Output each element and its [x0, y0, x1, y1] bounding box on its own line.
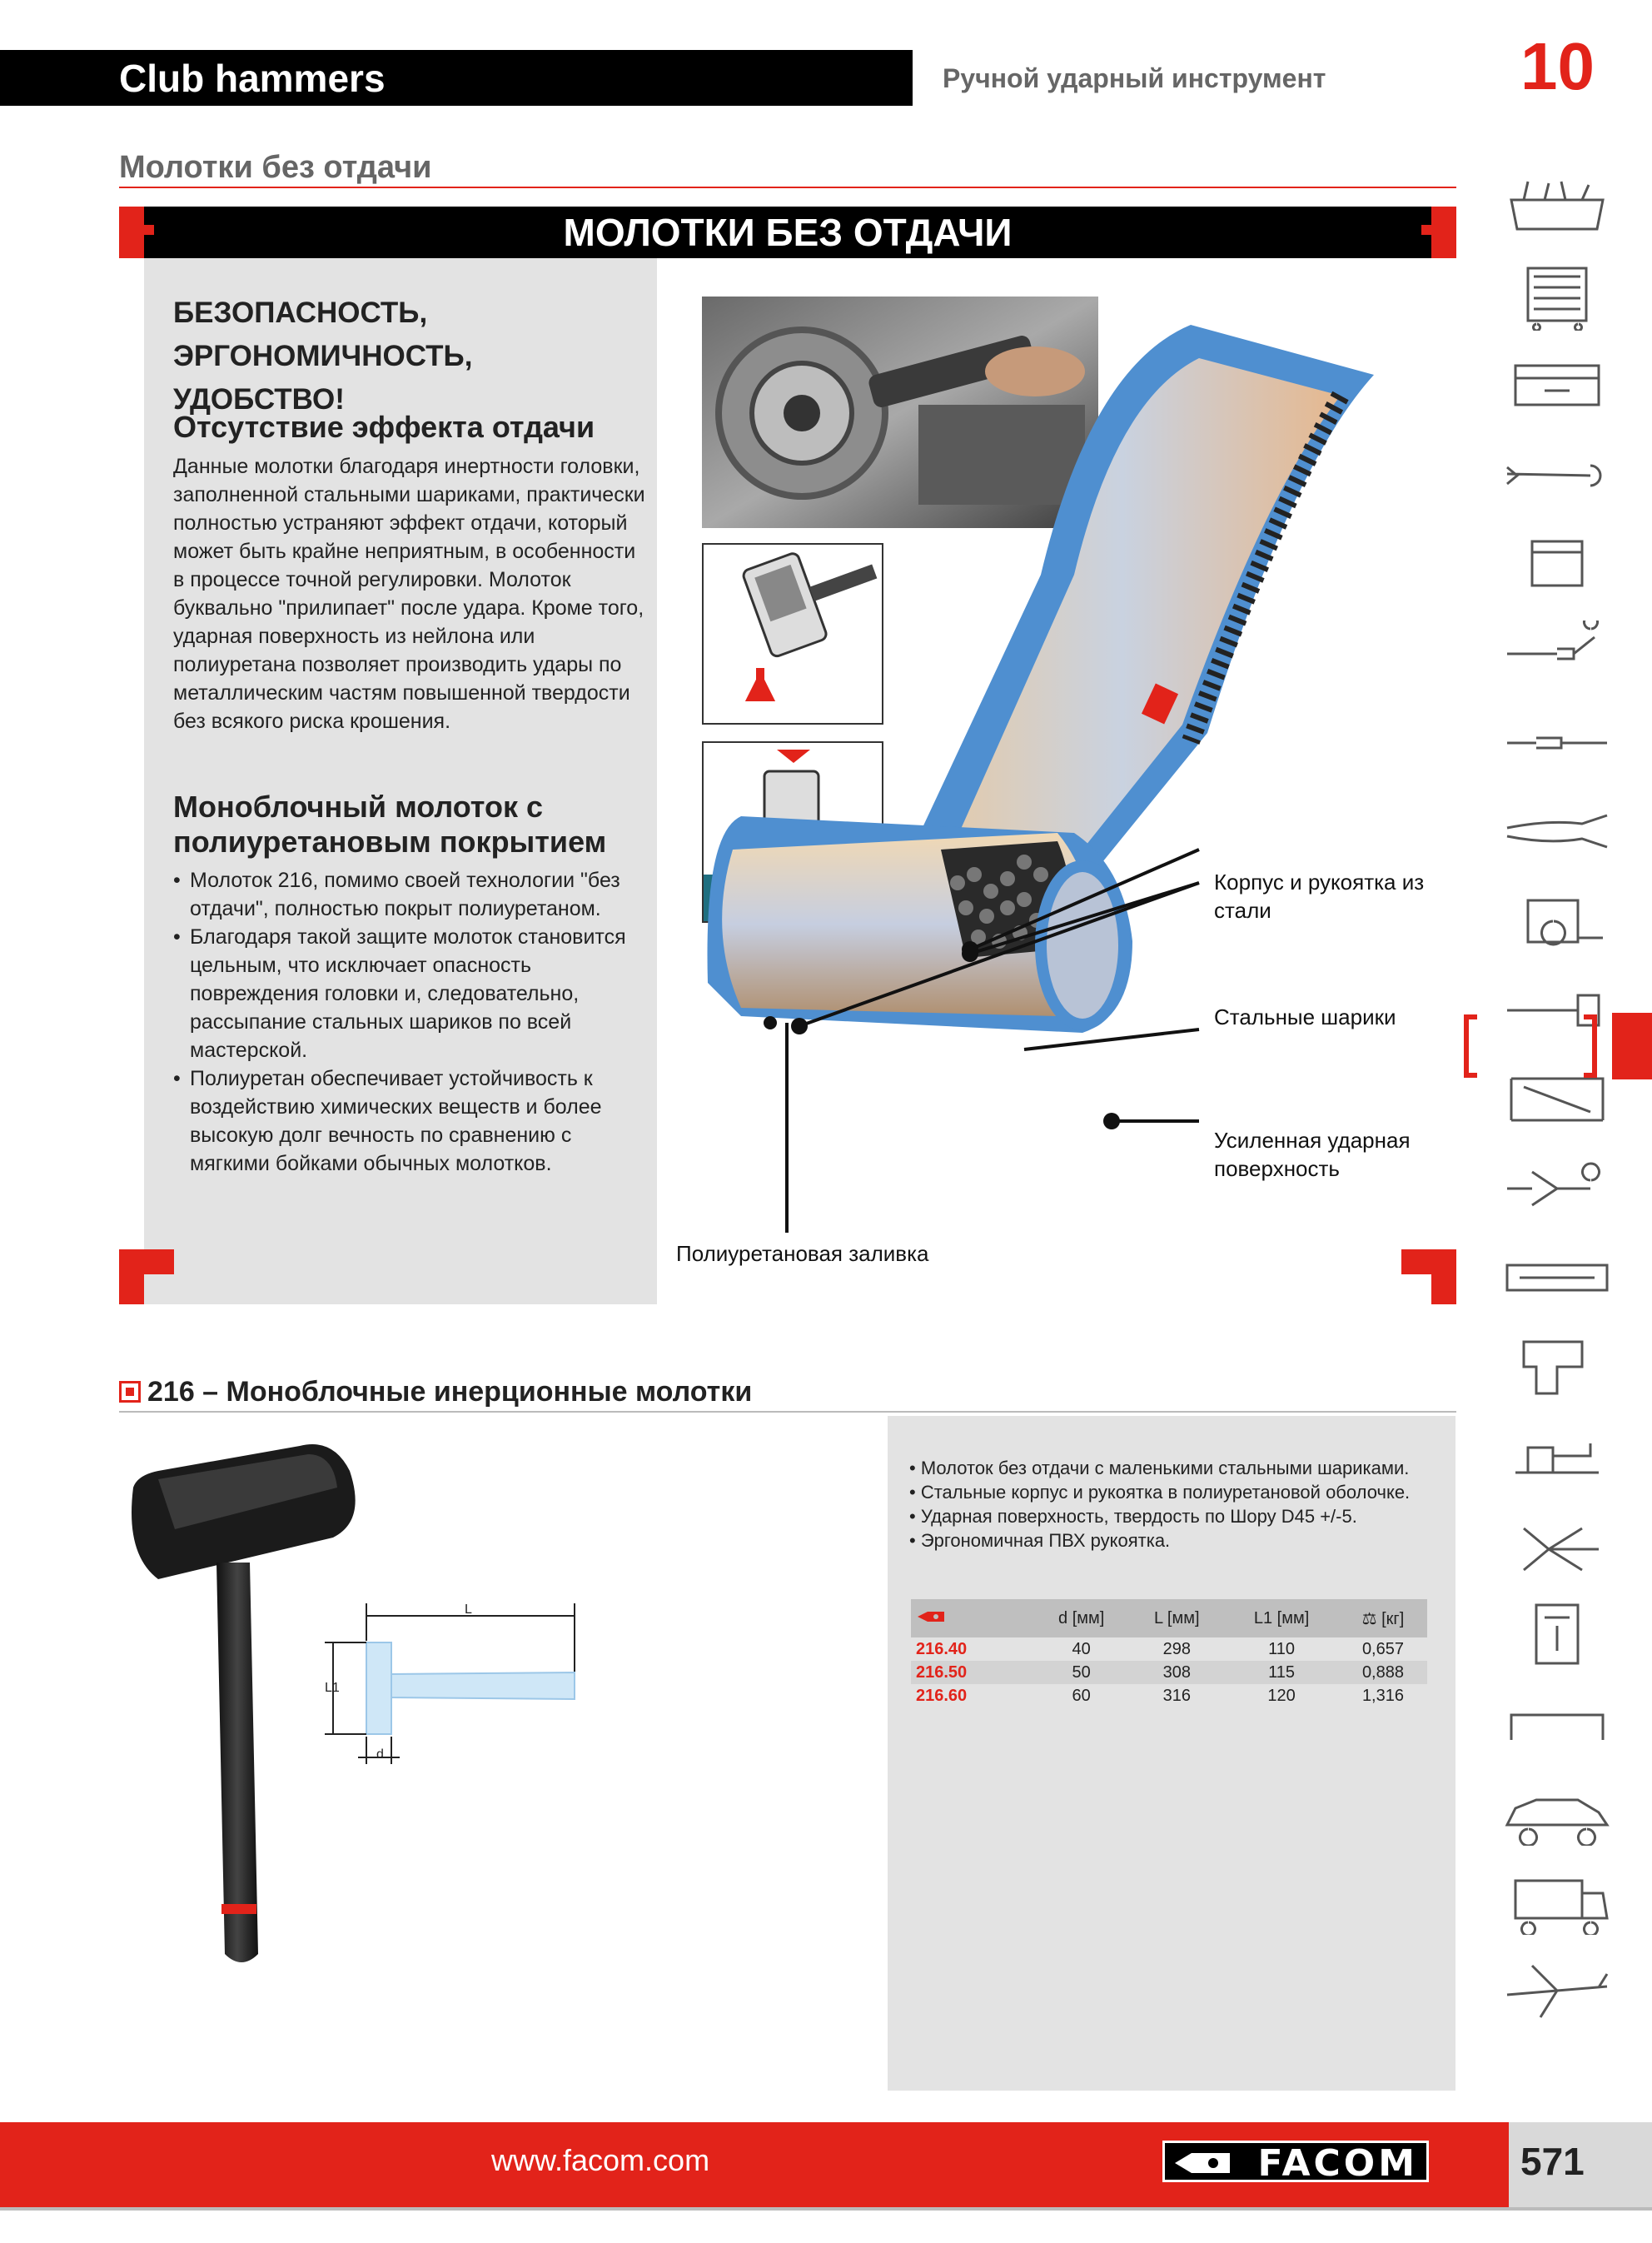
cell: 110 [1268, 1639, 1296, 1658]
tool-trolley-glyph [1528, 268, 1586, 331]
aircraft-glyph [1507, 1966, 1607, 2017]
impact-wrench-icon[interactable] [1499, 1333, 1615, 1400]
chapter-number: 10 [1520, 29, 1595, 103]
corner-dot [1411, 1259, 1421, 1269]
torque-tester-icon[interactable] [1499, 1244, 1615, 1311]
dimension-drawing [300, 1599, 583, 1766]
truck-icon[interactable] [1499, 1868, 1615, 1935]
lead-line-2: УДОБСТВО! [173, 383, 345, 416]
active-bracket-left [1464, 1014, 1477, 1078]
socket-glyph [1532, 541, 1582, 586]
cell: 50 [1033, 1661, 1129, 1684]
corner-mark-left [119, 207, 144, 258]
aircraft-icon[interactable] [1499, 1957, 1615, 2024]
panel-banner: МОЛОТКИ БЕЗ ОТДАЧИ [144, 207, 1431, 258]
footer-url[interactable]: www.facom.com [491, 2143, 710, 2177]
puller-glyph [1507, 1164, 1600, 1205]
bullet-item: • Благодаря такой защите молоток становится цельным, что исключает опасность повреждения головки и, следовательно, рассыпание стальных шариков по всей мастерской. [173, 923, 635, 1064]
car-glyph [1507, 1800, 1607, 1846]
table-header [911, 1599, 1427, 1637]
wrench-icon[interactable] [1499, 442, 1615, 509]
cell: 1,316 [1361, 1686, 1404, 1705]
tool-chest-icon[interactable] [1499, 175, 1615, 242]
ref-cell[interactable]: 216.50 [911, 1661, 1033, 1684]
cell: 308 [1129, 1661, 1224, 1684]
bullet-list [173, 866, 635, 1178]
heading-monoblock-line-1: Моноблочный молоток с [173, 790, 543, 824]
col-weight: ⚖ [кг] [1339, 1599, 1427, 1637]
facom-logo: FACOM [1162, 2141, 1429, 2182]
heading-monoblock-line-2: полиуретановым покрытием [173, 825, 607, 859]
tape-measure-icon[interactable] [1499, 888, 1615, 955]
ratchet-icon[interactable] [1499, 621, 1615, 687]
col-d: d [мм] [1033, 1599, 1129, 1637]
cell: 120 [1267, 1686, 1296, 1705]
corner-mark-br-h [1401, 1249, 1456, 1274]
spec-table [911, 1599, 1427, 1707]
product-title: 216 – Моноблочные инерционные молотки [147, 1376, 753, 1408]
col-L1: L1 [мм] [1224, 1599, 1339, 1637]
wrench-glyph [1507, 466, 1600, 486]
section-divider [119, 187, 1456, 188]
cell: 60 [1072, 1686, 1091, 1705]
col-L: L [мм] [1129, 1599, 1224, 1637]
corner-dot [144, 225, 154, 235]
heading-no-recoil: Отсутствие эффекта отдачи [173, 410, 595, 444]
footer-underline [0, 2207, 1652, 2211]
label-body: Корпус и рукоятка из стали [1214, 870, 1425, 923]
facom-arrow-icon [1173, 2151, 1232, 2175]
vice-glyph [1515, 1443, 1599, 1473]
page-number: 571 [1520, 2140, 1585, 2183]
vice-icon[interactable] [1499, 1423, 1615, 1489]
cell: 0,888 [1339, 1661, 1427, 1684]
label-balls: Стальные шарики [1214, 1004, 1396, 1029]
page-title: Club hammers [119, 57, 386, 100]
leader-lines [774, 866, 1241, 1183]
screwdriver-glyph [1507, 738, 1607, 748]
lead-line-1: БЕЗОПАСНОСТЬ, ЭРГОНОМИЧНОСТЬ, [173, 297, 473, 372]
electrical-icon[interactable] [1499, 1601, 1615, 1667]
cell: 40 [1072, 1639, 1091, 1658]
impact-wrench-glyph [1524, 1342, 1582, 1393]
tape-measure-glyph [1528, 900, 1603, 945]
cell: 0,657 [1361, 1639, 1404, 1658]
corner-dot [1421, 225, 1431, 235]
heading-monoblock [173, 790, 648, 860]
ref-cell[interactable]: 216.60 [916, 1686, 968, 1705]
ref-cell[interactable]: 216.40 [916, 1639, 968, 1658]
cell: 115 [1224, 1661, 1339, 1684]
dimension-label-L: L [465, 1602, 472, 1617]
handle-glyph [1511, 1715, 1603, 1740]
label-face: Усиленная ударная поверхность [1214, 1128, 1411, 1181]
hammer-icon[interactable] [1499, 977, 1615, 1044]
weight-icon: ⚖ [1361, 1609, 1377, 1628]
paragraph-no-recoil: Данные молотки благодаря инертности головки, заполненной стальными шариками, практически полностью устраняют эффект отдачи, который может быть крайне неприятным, в особенности в процессе точной регулировки. Молоток буквально "прилипает" после удара. Кроме того, ударная поверхность из нейлона или полиуретана позволяет производить удары по металлическим частям повышенной твердости без всякого риска крошения. [173, 455, 645, 733]
hacksaw-glyph [1511, 1079, 1603, 1120]
cell: 298 [1162, 1639, 1191, 1658]
car-icon[interactable] [1499, 1779, 1615, 1846]
cell: 316 [1162, 1686, 1191, 1705]
label-coating: Полиуретановая заливка [676, 1241, 929, 1266]
active-chapter-tab [1612, 1013, 1652, 1079]
electrical-glyph [1536, 1605, 1578, 1663]
handle-icon[interactable] [1499, 1690, 1615, 1757]
pliers-icon[interactable] [1499, 799, 1615, 865]
socket-icon[interactable] [1499, 531, 1615, 598]
truck-glyph [1515, 1881, 1607, 1935]
lead-heading [173, 292, 673, 421]
safety-glyph [1524, 1528, 1599, 1570]
safety-icon[interactable] [1499, 1512, 1615, 1578]
corner-mark-bl-h [119, 1249, 174, 1274]
tool-trolley-icon[interactable] [1499, 264, 1615, 331]
ratchet-glyph [1507, 621, 1598, 659]
feature-item: • Ударная поверхность, твердость по Шору D45 +/-5. [909, 1506, 1357, 1527]
feature-item: • Стальные корпус и рукоятка в полиуретановой оболочке. [909, 1482, 1411, 1503]
bullet-item: • Молоток 216, помимо своей технологии "без отдачи", полностью покрыт полиуретаном. [173, 866, 635, 923]
tool-box-glyph [1515, 366, 1599, 405]
pliers-glyph [1507, 815, 1607, 847]
tool-box-icon[interactable] [1499, 353, 1615, 420]
feature-item: • Эргономичная ПВХ рукоятка. [909, 1530, 1171, 1551]
dimension-label-d: d [376, 1747, 384, 1762]
product-divider [119, 1411, 1456, 1413]
product-marker-icon [119, 1381, 141, 1403]
puller-icon[interactable] [1499, 1155, 1615, 1222]
page-subtitle: Ручной ударный инструмент [943, 63, 1326, 93]
table-row [911, 1637, 1427, 1661]
section-title: Молотки без отдачи [119, 150, 432, 185]
bullet-item: • Полиуретан обеспечивает устойчивость к воздействию химических веществ и более высокую долг вечность по сравнению с мягкими бойками обычных молотков. [173, 1064, 635, 1178]
active-bracket-right [1584, 1014, 1597, 1078]
torque-tester-glyph [1507, 1265, 1607, 1290]
corner-dot [154, 1259, 164, 1269]
feature-list [909, 1456, 1442, 1553]
screwdriver-icon[interactable] [1499, 710, 1615, 776]
feature-item: • Молоток без отдачи с маленькими стальными шариками. [909, 1458, 1410, 1478]
tool-chest-glyph [1511, 182, 1603, 229]
table-row [911, 1661, 1427, 1684]
hacksaw-icon[interactable] [1499, 1066, 1615, 1133]
dimension-label-L1: L1 [325, 1681, 340, 1695]
ref-column-icon [911, 1599, 1033, 1637]
corner-mark-right [1431, 207, 1456, 258]
table-row [911, 1684, 1427, 1707]
